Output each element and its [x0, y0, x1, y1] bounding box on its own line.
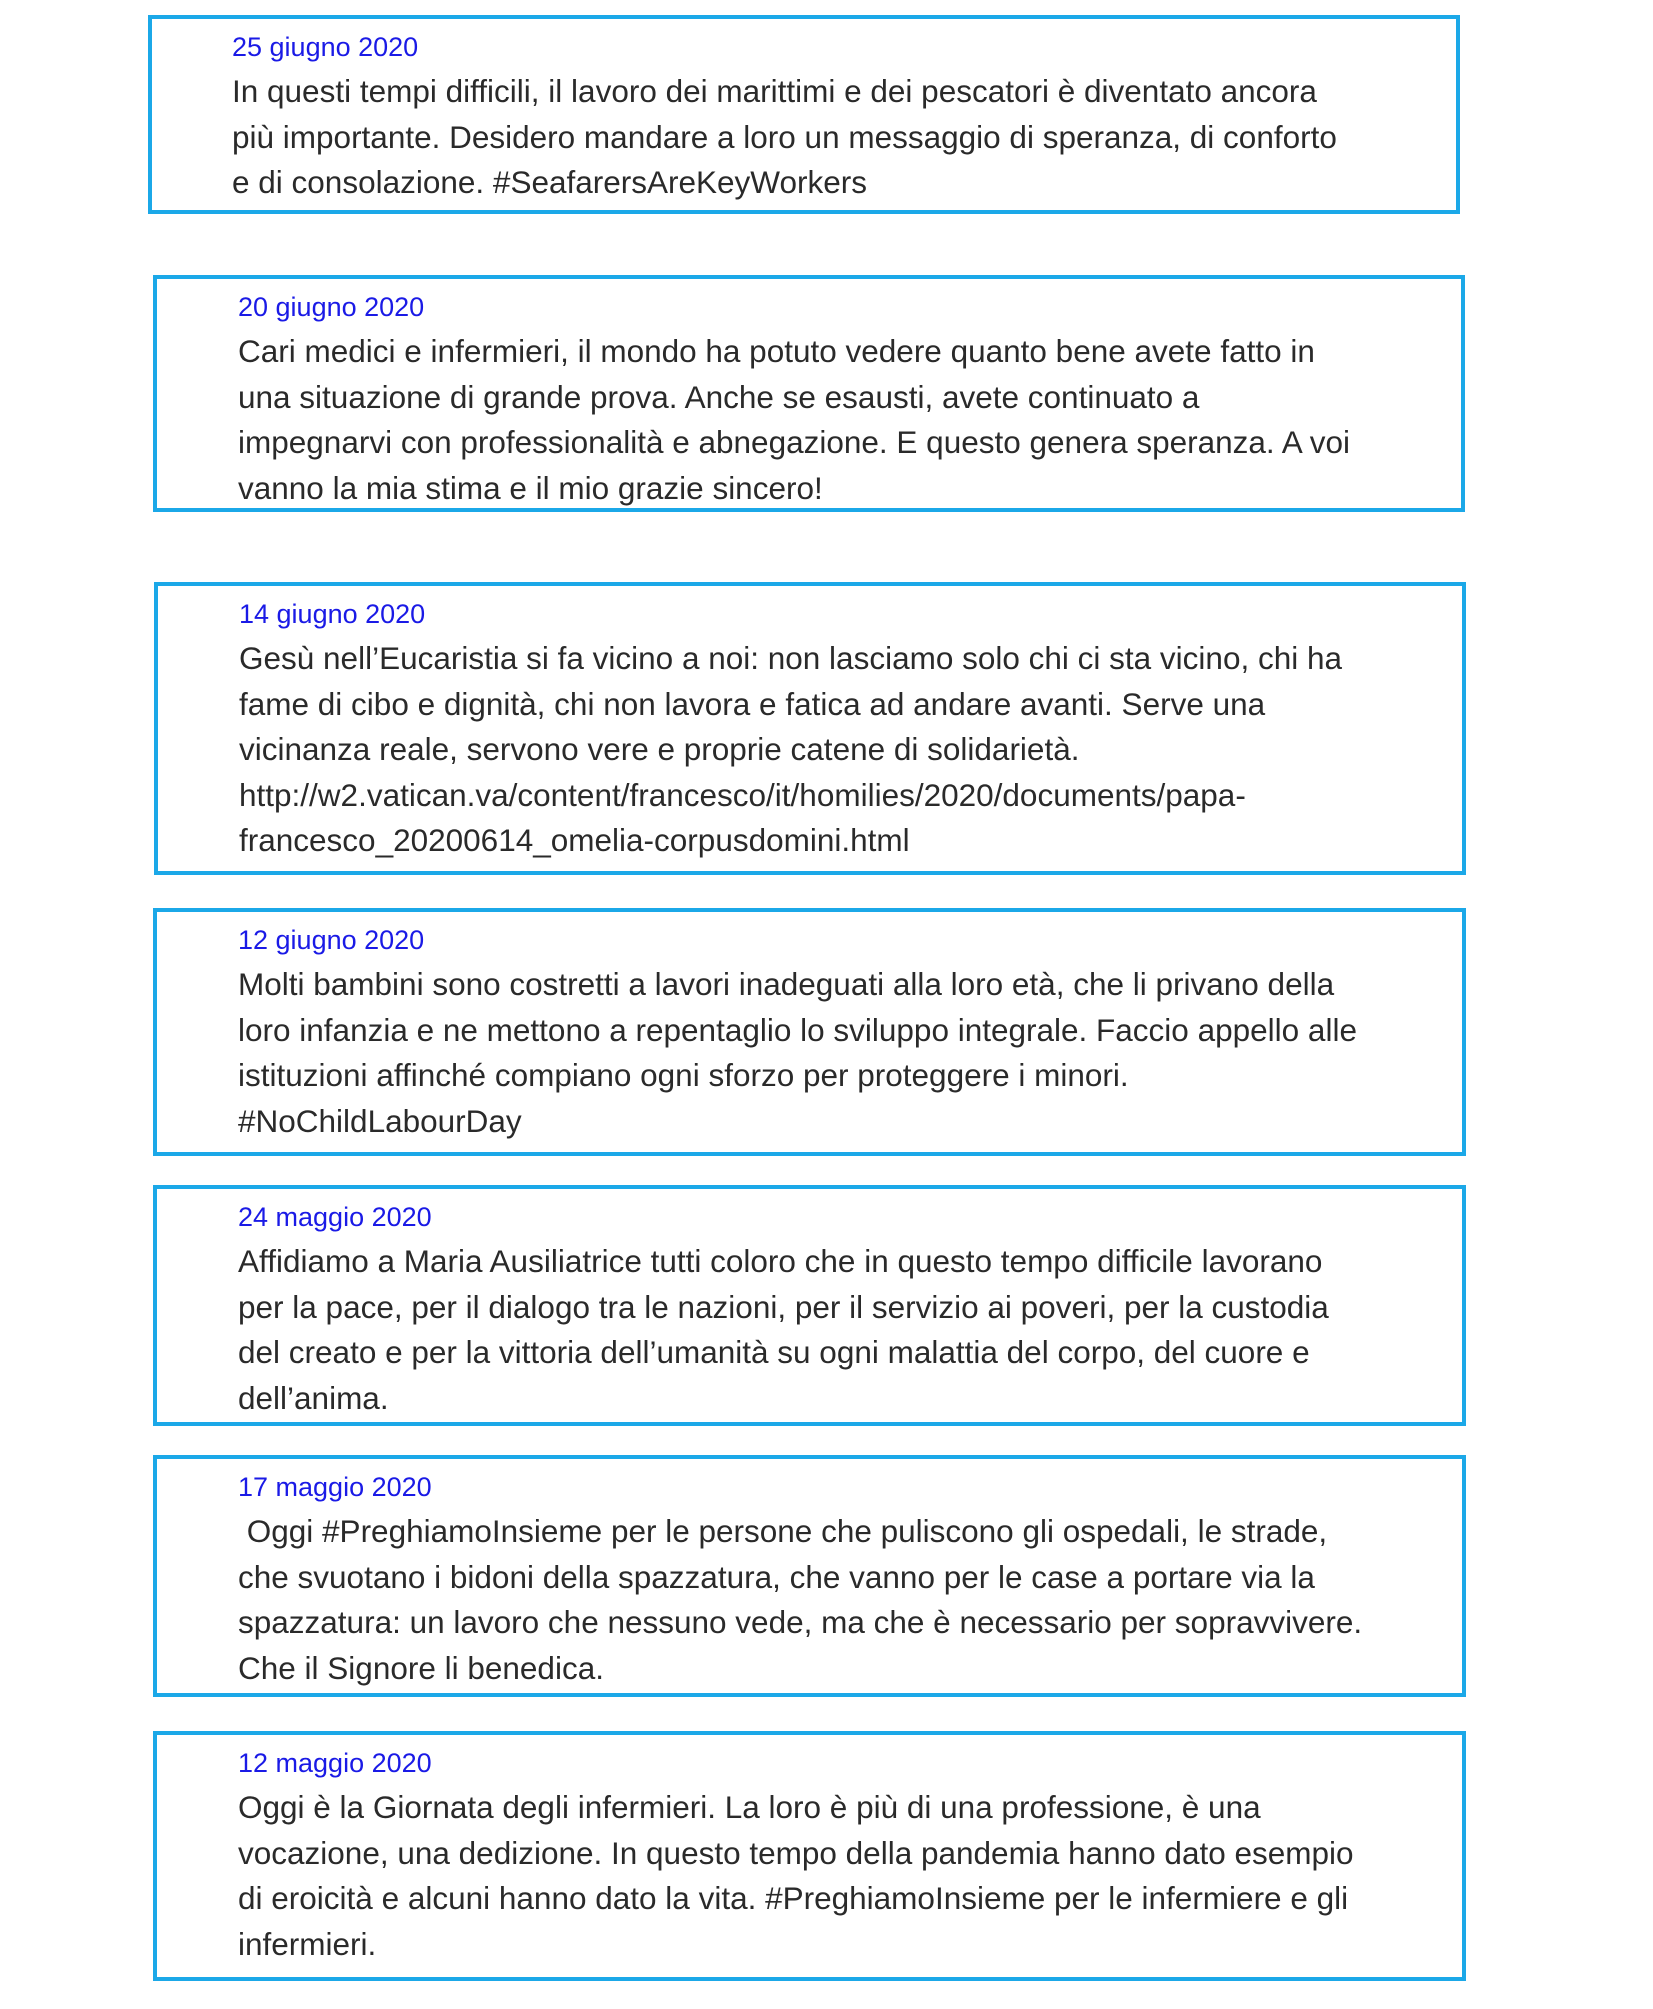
tweet-box — [153, 1185, 1466, 1426]
tweet-text: Molti bambini sono costretti a lavori inadeguati alla loro età, che li privano della loro infanzia e ne mettono a repentaglio lo sviluppo integrale. Faccio appello alle istituzioni affinché compiano ogni sforzo per proteggere i minori. #NoChildLabourDay — [238, 966, 1357, 1139]
tweet-text: Gesù nell’Eucaristia si fa vicino a noi: non lasciamo solo chi ci sta vicino, chi ha fame di cibo e dignità, chi non lavora e fatica ad andare avanti. Serve una vicinanza reale, servono vere e proprie catene di solidarietà. http://w2.vatican.va/content/francesco/it/homilies/2020/documents/papa- francesco_20200614_omelia-corpusdomini.html — [239, 640, 1343, 858]
tweet-date: 12 maggio 2020 — [238, 1748, 432, 1778]
tweet-text: In questi tempi difficili, il lavoro dei marittimi e dei pescatori è diventato ancora più importante. Desidero mandare a loro un messaggio di speranza, di conforto e di consolazione. #SeafarersAreKeyWorkers — [232, 73, 1337, 200]
tweet-date: 24 maggio 2020 — [238, 1202, 432, 1232]
tweet-date: 14 giugno 2020 — [239, 599, 426, 629]
tweet-text: Oggi è la Giornata degli infermieri. La loro è più di una professione, è una vocazione, una dedizione. In questo tempo della pandemia hanno dato esempio di eroicità e alcuni hanno dato la vita. #PreghiamoInsieme per le infermiere e gli infermieri. — [238, 1789, 1354, 1962]
tweet-box — [154, 582, 1466, 875]
tweet-date: 17 maggio 2020 — [238, 1472, 432, 1502]
tweet-box — [153, 1731, 1466, 1981]
tweet-date: 20 giugno 2020 — [238, 292, 425, 322]
tweet-text: Affidiamo a Maria Ausiliatrice tutti coloro che in questo tempo difficile lavorano per la pace, per il dialogo tra le nazioni, per il servizio ai poveri, per la custodia del creato e per la vittoria dell’umanità su ogni malattia del corpo, del cuore e dell’anima. — [238, 1243, 1329, 1416]
tweet-box — [153, 1455, 1466, 1697]
tweet-text: Cari medici e infermieri, il mondo ha potuto vedere quanto bene avete fatto in una situazione di grande prova. Anche se esausti, avete continuato a impegnarvi con professionalità e abnegazione. E questo genera speranza. A voi vanno la mia stima e il mio grazie sincero! — [238, 333, 1350, 506]
tweet-box — [153, 908, 1466, 1156]
tweet-box — [148, 15, 1460, 214]
tweet-text: Oggi #PreghiamoInsieme per le persone che puliscono gli ospedali, le strade, che svuotano i bidoni della spazzatura, che vanno per le case a portare via la spazzatura: un lavoro che nessuno vede, ma che è necessario per sopravvivere. Che il Signore li benedica. — [238, 1513, 1363, 1686]
tweet-date: 25 giugno 2020 — [232, 32, 419, 62]
tweet-box — [153, 275, 1465, 512]
tweet-date: 12 giugno 2020 — [238, 925, 425, 955]
